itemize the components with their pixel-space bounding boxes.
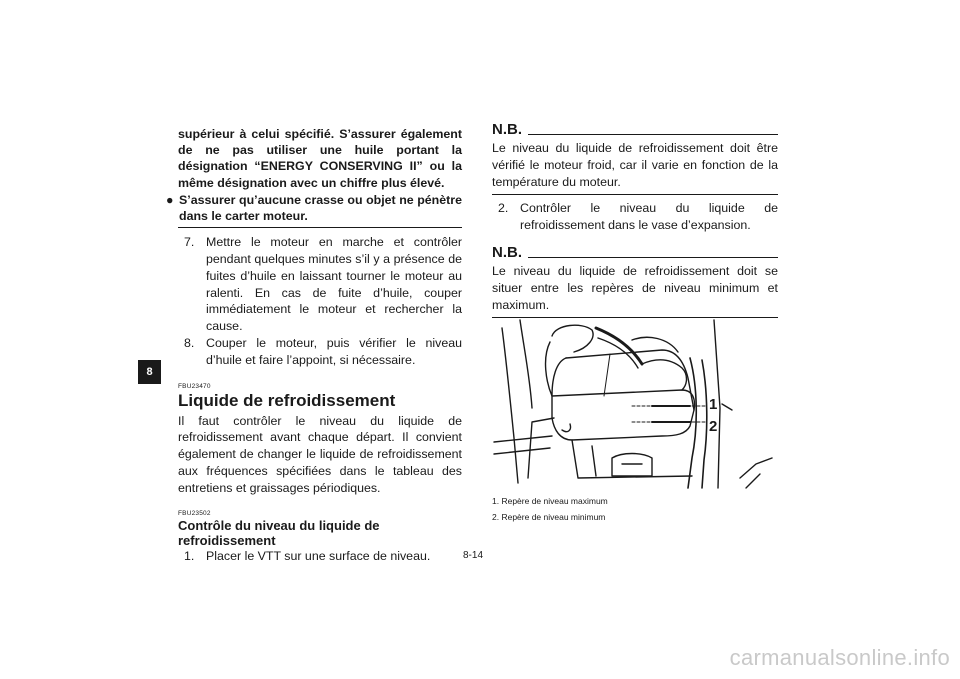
nb-text-2: Le niveau du liquide de refroidissement doit se situer entre les repères de niveau minimum et maximum. [492,263,778,312]
left-column [166,126,462,564]
step-2: 2. Contrôler le niveau du liquide de refroidissement dans le vase d’expansion. [498,201,778,233]
nb-rule [528,134,778,135]
warning-bullet: ● S’assurer qu’aucune crasse ou objet ne pénètre dans le carter moteur. [166,192,462,224]
nb-heading-2: N.B. [492,245,778,261]
figure-captions [492,493,778,525]
callout-1: 1 [709,396,718,413]
step-7: 7. Mettre le moteur en marche et contrôler pendant quelques minutes s’il y a présence de fuites d’huile en laissant tourner le moteur au ralenti. En cas de fuite d’huile, couper immédiatement le moteur et rechercher la cause. [184,235,462,334]
warning-end-rule [178,227,462,228]
section-paragraph: Il faut contrôler le niveau du liquide de refroidissement avant chaque départ. Il convient également de changer le liquide de refroidissement aux fréquences spécifiées dans le tableau des entretiens et graissages périodiques. [178,413,462,495]
section-title: Liquide de refroidissement [178,390,396,410]
subsection-code: FBU23502 [178,509,211,517]
nb-text-1: Le niveau du liquide de refroidissement doit être vérifié le moteur froid, car il varie en fonction de la température du moteur. [492,141,778,189]
step-8: 8. Couper le moteur, puis vérifier le niveau d’huile et faire l’appoint, si nécessaire. [184,336,462,367]
nb-rule [528,257,778,258]
bullet-dot-icon: ● [166,192,174,207]
warning-continuation: supérieur à celui spécifié. S’assurer également de ne pas utiliser une huile portant la désignation “ENERGY CONSERVING II” ou la même désignation avec un chiffre plus élevé. [178,127,462,190]
oil-steps [178,234,462,368]
caption-1: 1. Repère de niveau maximum [492,496,608,506]
nb-heading-1: N.B. [492,122,778,138]
subsection-title: Contrôle du niveau du liquide de refroidissement [178,517,380,548]
section-code: FBU23470 [178,382,211,390]
callout-2: 2 [709,418,718,435]
chapter-tab: 8 [138,360,161,384]
nb-end-rule-1 [492,194,778,195]
right-column [492,122,778,318]
watermark: carmanualsonline.info [729,645,950,670]
page-number: 8-14 [463,550,484,561]
coolant-reservoir-illustration [492,318,778,490]
caption-2: 2. Repère de niveau minimum [492,512,606,522]
step-1: 1. Placer le VTT sur une surface de niveau. [184,548,431,563]
